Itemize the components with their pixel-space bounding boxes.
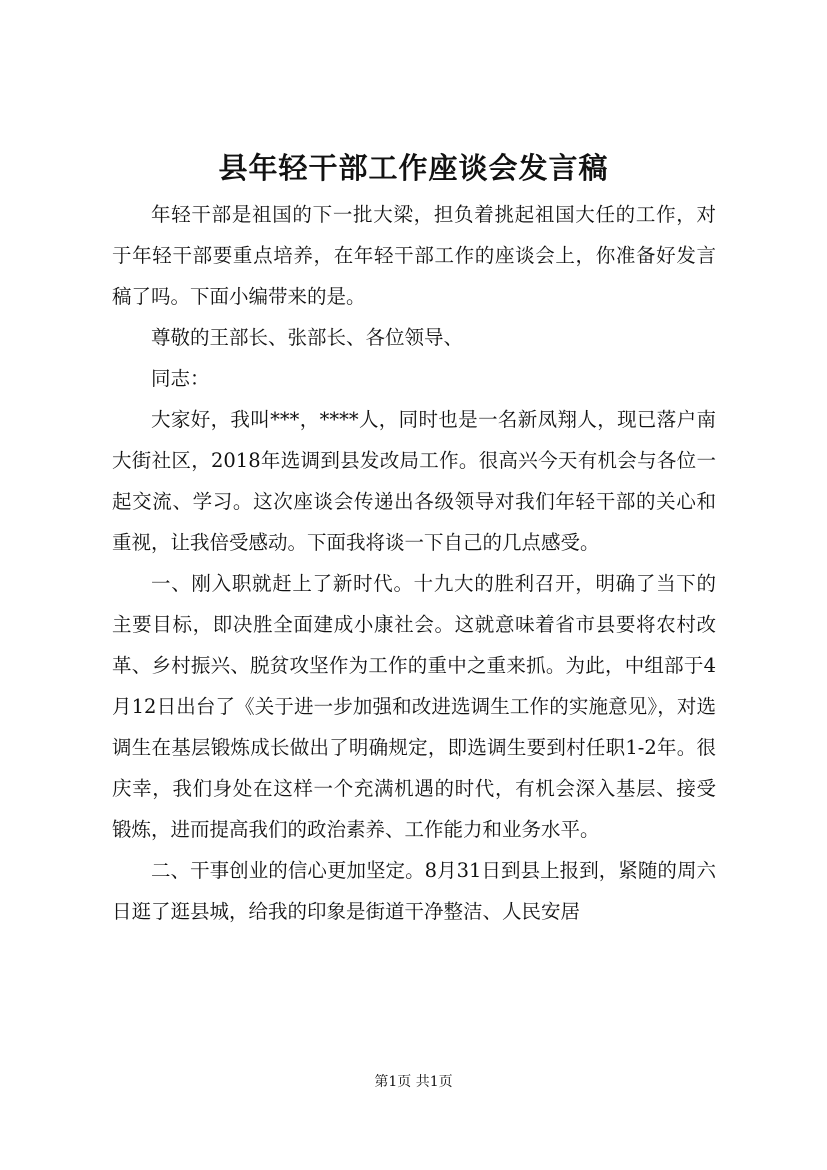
page-footer: 第1页 共1页 <box>374 1074 453 1090</box>
paragraph-salutation: 尊敬的王部长、张部长、各位领导、 <box>151 326 464 349</box>
paragraph-salutation-2: 同志： <box>151 367 210 390</box>
document-body <box>112 194 716 932</box>
paragraph-point-two: 二、干事创业的信心更加坚定。8月31日到县上报到，紧随的周六日逛了逛县城，给我的印象是街道干净整洁、人民安居 <box>112 859 716 923</box>
paragraph-greeting: 大家好，我叫***，****人，同时也是一名新凤翔人，现已落户南大街社区，2018年选调到县发改局工作。很高兴今天有机会与各位一起交流、学习。这次座谈会传递出各级领导对我们年轻干部的关心和重视，让我倍受感动。下面我将谈一下自己的几点感受。 <box>112 408 716 554</box>
document-title: 县年轻干部工作座谈会发言稿 <box>218 151 609 185</box>
paragraph-intro: 年轻干部是祖国的下一批大梁，担负着挑起祖国大任的工作，对于年轻干部要重点培养，在年轻干部工作的座谈会上，你准备好发言稿了吗。下面小编带来的是。 <box>112 203 716 308</box>
paragraph-point-one: 一、刚入职就赶上了新时代。十九大的胜利召开，明确了当下的主要目标，即决胜全面建成小康社会。这就意味着省市县要将农村改革、乡村振兴、脱贫攻坚作为工作的重中之重来抓。为此，中组部于4月12日出台了《关于进一步加强和改进选调生工作的实施意见》，对选调生在基层锻炼成长做出了明确规定，即选调生要到村任职1-2年。很庆幸，我们身处在这样一个充满机遇的时代，有机会深入基层、接受锻炼，进而提高我们的政治素养、工作能力和业务水平。 <box>112 572 716 841</box>
